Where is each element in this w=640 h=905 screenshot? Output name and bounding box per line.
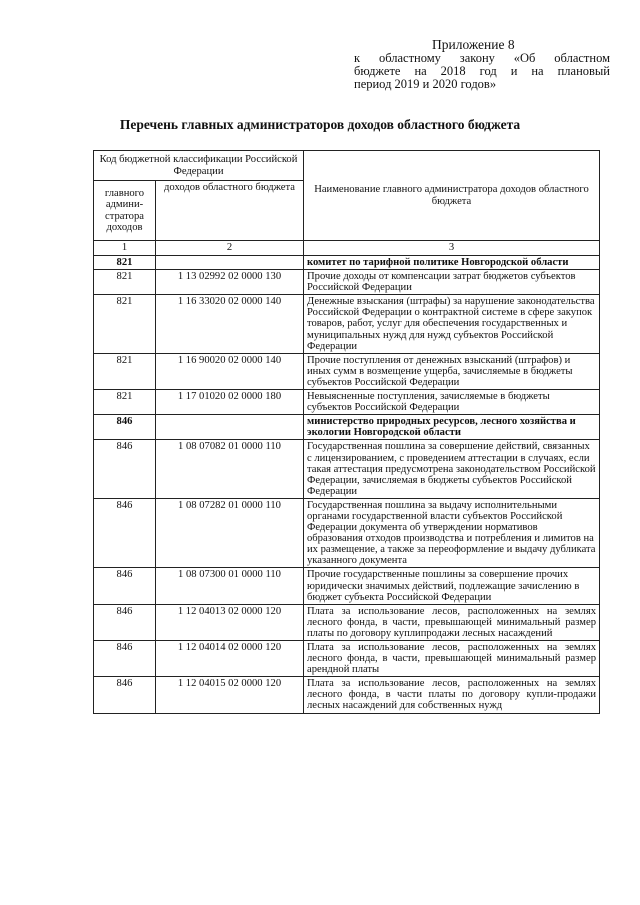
name-cell: Денежные взыскания (штрафы) за нарушение законодательства Российской Федерации о контрактной системе в сфере закупок товаров, работ, услуг для обеспечения государственных и муниципальных нужд для нужд субъектов Российской Федерации [304, 295, 600, 353]
header-administrator-name: Наименование главного администратора доходов областного бюджета [304, 151, 600, 241]
admin-code-cell: 821 [94, 256, 156, 270]
appendix-header [354, 38, 610, 91]
column-numbers-row [94, 241, 600, 256]
table-row [94, 353, 600, 389]
income-code-cell: 1 17 01020 02 0000 180 [156, 390, 304, 415]
table-row [94, 604, 600, 640]
table-row [94, 498, 600, 568]
name-cell: министерство природных ресурсов, лесного хозяйства и экологии Новгородской области [304, 415, 600, 440]
table-row [94, 568, 600, 604]
table-row [94, 295, 600, 353]
income-code-cell: 1 13 02992 02 0000 130 [156, 270, 304, 295]
table-row [94, 440, 600, 498]
header-main-administrator: главного админи-стратора доходов [94, 181, 156, 241]
column-number: 1 [94, 241, 156, 256]
name-cell: Плата за использование лесов, расположенных на землях лесного фонда, в части, превышающей минимальный размер платы по договору куплипродажи лесных насаждений [304, 604, 600, 640]
admin-code-cell: 846 [94, 568, 156, 604]
income-code-cell: 1 12 04015 02 0000 120 [156, 677, 304, 713]
name-cell: Плата за использование лесов, расположенных на землях лесного фонда, в части, превышающей минимальный размер арендной платы [304, 641, 600, 677]
appendix-line-2: бюджете на 2018 год и на плановый [354, 64, 610, 78]
name-cell: Прочие государственные пошлины за совершение прочих юридически значимых действий, подлежащие зачислению в бюджет субъекта Российской Федерации [304, 568, 600, 604]
table-row [94, 270, 600, 295]
name-cell: Невыясненные поступления, зачисляемые в бюджеты субъектов Российской Федерации [304, 390, 600, 415]
admin-code-cell: 821 [94, 270, 156, 295]
table-row [94, 390, 600, 415]
appendix-line-1: к областному закону «Об областном [354, 51, 610, 65]
name-cell: Плата за использование лесов, расположенных на землях лесного фонда, в части платы по договору купли-продажи лесных насаждений для собственных нужд [304, 677, 600, 713]
admin-code-cell: 846 [94, 604, 156, 640]
header-classification-code: Код бюджетной классификации Российской Федерации [94, 151, 304, 181]
table-row [94, 641, 600, 677]
table-row [94, 677, 600, 713]
income-code-cell: 1 12 04014 02 0000 120 [156, 641, 304, 677]
admin-code-cell: 846 [94, 440, 156, 498]
table-body [94, 256, 600, 714]
income-code-cell: 1 12 04013 02 0000 120 [156, 604, 304, 640]
income-code-cell: 1 08 07082 01 0000 110 [156, 440, 304, 498]
admin-code-cell: 821 [94, 390, 156, 415]
admin-code-cell: 821 [94, 295, 156, 353]
appendix-line-3: период 2019 и 2020 годов» [354, 77, 497, 91]
column-number: 2 [156, 241, 304, 256]
table-row [94, 415, 600, 440]
header-budget-income: доходов областного бюджета [156, 181, 304, 241]
name-cell: Государственная пошлина за совершение действий, связанных с лицензированием, с проведением аттестации в случаях, если такая аттестация предусмотрена законодательством Российской Федерации, зачисляемая в бюджеты субъектов Российской Федерации [304, 440, 600, 498]
table-row [94, 256, 600, 270]
name-cell: Прочие доходы от компенсации затрат бюджетов субъектов Российской Федерации [304, 270, 600, 295]
admin-code-cell: 846 [94, 677, 156, 713]
name-cell: Государственная пошлина за выдачу исполнительными органами государственной власти субъектов Российской Федерации документа об утверждении нормативов образования отходов производства и потребления и лимитов на их размещение, а также за переоформление и выдачу дубликата указанного документа [304, 498, 600, 568]
appendix-number: Приложение 8 [432, 37, 515, 52]
administrators-table [93, 150, 600, 714]
admin-code-cell: 846 [94, 415, 156, 440]
admin-code-cell: 846 [94, 498, 156, 568]
name-cell: комитет по тарифной политике Новгородской области [304, 256, 600, 270]
name-cell: Прочие поступления от денежных взысканий (штрафов) и иных сумм в возмещение ущерба, зачисляемые в бюджеты субъектов Российской Федерации [304, 353, 600, 389]
income-code-cell: 1 16 33020 02 0000 140 [156, 295, 304, 353]
admin-code-cell: 846 [94, 641, 156, 677]
admin-code-cell: 821 [94, 353, 156, 389]
document-title: Перечень главных администраторов доходов областного бюджета [119, 117, 521, 132]
income-code-cell: 1 16 90020 02 0000 140 [156, 353, 304, 389]
column-number: 3 [304, 241, 600, 256]
income-code-cell [156, 256, 304, 270]
income-code-cell: 1 08 07282 01 0000 110 [156, 498, 304, 568]
income-code-cell [156, 415, 304, 440]
income-code-cell: 1 08 07300 01 0000 110 [156, 568, 304, 604]
